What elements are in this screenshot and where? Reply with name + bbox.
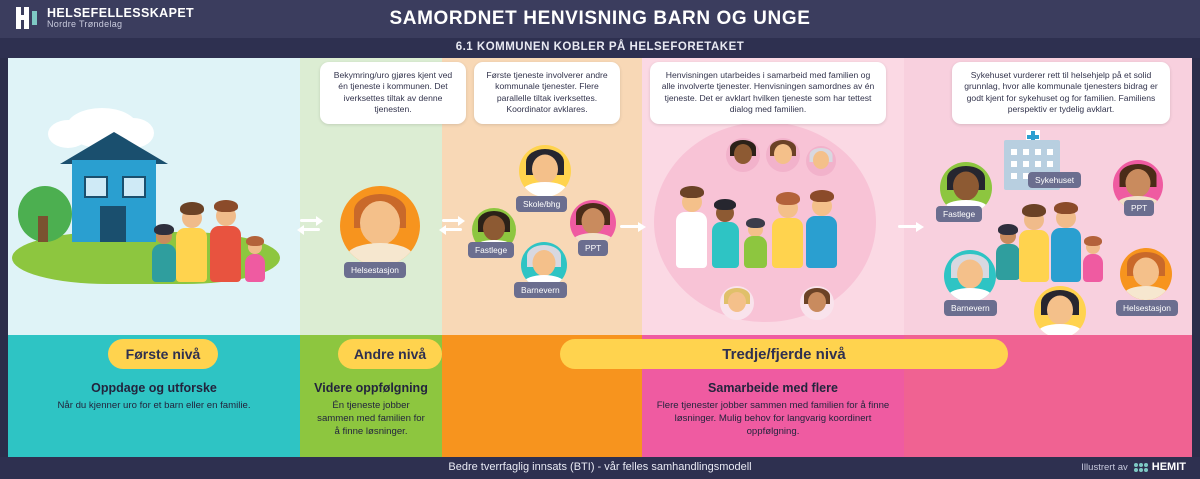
flow-arrow-2 bbox=[440, 216, 466, 234]
footer-text: Bedre tverrfaglig innsats (BTI) - vår felles samhandlingsmodell bbox=[448, 461, 752, 473]
tag-fastlege: Fastlege bbox=[468, 242, 514, 258]
flow-arrow-1 bbox=[298, 216, 322, 234]
footer-credit bbox=[1081, 461, 1186, 473]
org-name: HELSEFELLESSKAPET bbox=[47, 5, 195, 20]
callout-1: Bekymring/uro gjøres kjent ved én tjeneste i kommunen. Det iverksettes tiltak av denne tjenesten. bbox=[320, 62, 466, 124]
description-3 bbox=[442, 373, 642, 457]
tag-barnevern: Barnevern bbox=[514, 282, 567, 298]
level-pill-2: Andre nivå bbox=[338, 339, 442, 369]
skole-avatar-scene5 bbox=[1034, 286, 1086, 338]
description-1-heading: Oppdage og utforske bbox=[91, 381, 217, 395]
helsestasjon-avatar-scene5 bbox=[1120, 248, 1172, 300]
description-2-body: Én tjeneste jobber sammen med familien for å finne løsninger. bbox=[317, 400, 425, 437]
description-4-body: Flere tjenester jobber sammen med familien for å finne løsninger. Mulig behov for langvarig koordinert oppfølgning. bbox=[656, 400, 890, 437]
tree-trunk-illustration bbox=[38, 216, 48, 242]
callout-2: Første tjeneste involverer andre kommunale tjenester. Flere parallelle tiltak iverksettes. Koordinator avklares. bbox=[474, 62, 620, 124]
tag-barnevern-scene5: Barnevern bbox=[944, 300, 997, 316]
house-door bbox=[100, 206, 126, 242]
level-pill-3: Tredje/fjerde nivå bbox=[560, 339, 1008, 369]
description-2-heading: Videre oppfølgning bbox=[314, 381, 428, 395]
house-window-right bbox=[122, 176, 146, 198]
page-title: SAMORDNET HENVISNING BARN OG UNGE bbox=[389, 8, 811, 29]
hemit-dots-icon bbox=[1134, 463, 1148, 472]
tag-skole-bhg: Skole/bhg bbox=[516, 196, 567, 212]
description-4-heading: Samarbeide med flere bbox=[708, 381, 838, 395]
callout-4: Sykehuset vurderer rett til helsehjelp på et solid grunnlag, hvor alle kommunale tjenesters bidrag er godt kjent for sykehuset og for familien. Familiens perspektiv er tydelig avklart. bbox=[952, 62, 1170, 124]
flow-arrow-3 bbox=[620, 222, 648, 232]
hemit-logo bbox=[1134, 461, 1186, 473]
tag-sykehus: Sykehuset bbox=[1028, 172, 1081, 188]
tag-helsestasjon-scene5: Helsestasjon bbox=[1116, 300, 1178, 316]
callout-3: Henvisningen utarbeides i samarbeid med familien og alle involverte tjenester. Henvisningen samordnes av én tjeneste. Det er avklart hvilken tjeneste som har tettest dialog med familien. bbox=[650, 62, 886, 124]
tag-ppt: PPT bbox=[578, 240, 608, 256]
page-subtitle: 6.1 KOMMUNEN KOBLER PÅ HELSEFORETAKET bbox=[455, 41, 745, 53]
flow-arrow-4 bbox=[898, 222, 926, 232]
description-5 bbox=[904, 373, 1192, 457]
description-1-body: Når du kjenner uro for et barn eller en familie. bbox=[57, 400, 251, 411]
org-region: Nordre Trøndelag bbox=[47, 18, 123, 29]
house-window-left bbox=[84, 176, 108, 198]
description-2 bbox=[300, 373, 442, 457]
tag-fastlege-scene5: Fastlege bbox=[936, 206, 982, 222]
barnevern-avatar-scene5 bbox=[944, 250, 996, 302]
level-pill-1: Første nivå bbox=[108, 339, 218, 369]
description-1 bbox=[8, 373, 300, 457]
tag-ppt-scene5: PPT bbox=[1124, 200, 1154, 216]
credit-brand: HEMIT bbox=[1151, 461, 1186, 473]
tag-helsestasjon: Helsestasjon bbox=[344, 262, 406, 278]
description-4 bbox=[642, 373, 904, 457]
credit-label: Illustrert av bbox=[1081, 461, 1128, 473]
